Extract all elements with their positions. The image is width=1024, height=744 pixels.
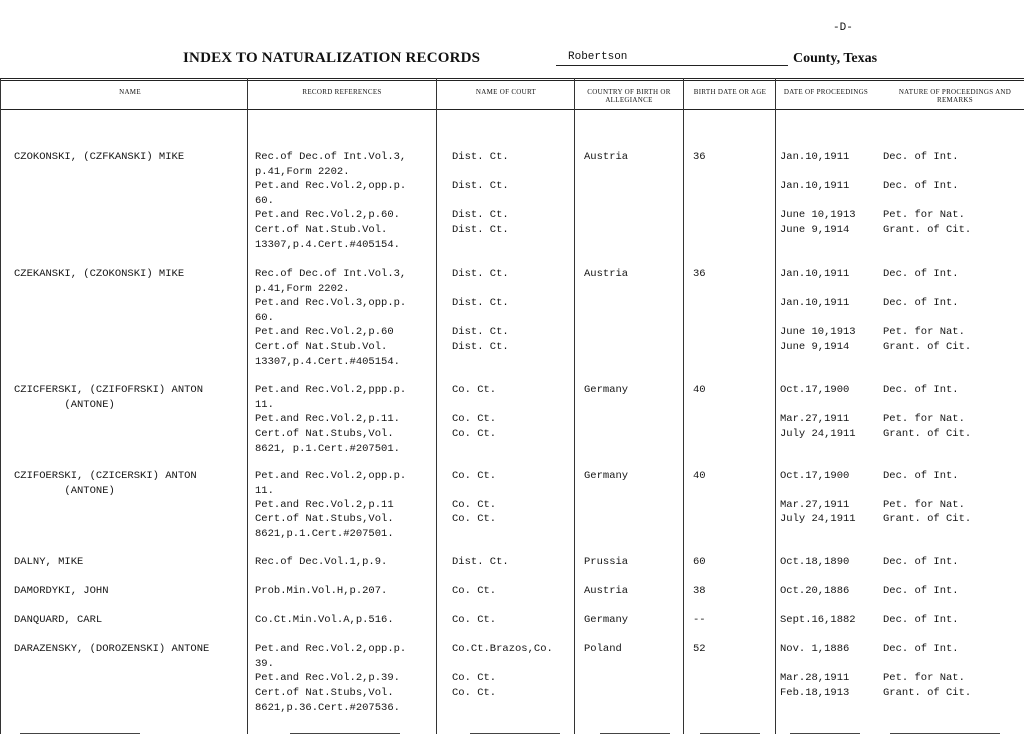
- entry-record-ref: Cert.of Nat.Stub.Vol. 13307,p.4.Cert.#405154.: [255, 341, 400, 368]
- entry-court: Dist. Ct.: [452, 151, 509, 163]
- county-label: County, Texas: [793, 51, 878, 66]
- bottom-rule: [890, 733, 1000, 734]
- entry-record-ref: Cert.of Nat.Stubs,Vol. 8621,p.1.Cert.#207501.: [255, 513, 394, 540]
- entry-name: DALNY, MIKE: [14, 556, 84, 568]
- entry-date: June 9,1914: [780, 224, 850, 236]
- entry-record-ref: Cert.of Nat.Stubs,Vol. 8621, p.1.Cert.#207501.: [255, 428, 400, 455]
- entry-age: --: [693, 614, 706, 626]
- entry-record-ref: Pet.and Rec.Vol.2,p.39.: [255, 672, 400, 684]
- column-header-date-of-proceedings: DATE OF PROCEEDINGS: [783, 88, 869, 96]
- entry-court: Dist. Ct.: [452, 224, 509, 236]
- entry-age: 36: [693, 268, 706, 280]
- entry-court: Dist. Ct.: [452, 556, 509, 568]
- entry-record-ref: Prob.Min.Vol.H,p.207.: [255, 585, 388, 597]
- entry-date: Oct.17,1900: [780, 384, 850, 396]
- entry-name: DANQUARD, CARL: [14, 614, 103, 626]
- entry-age: 38: [693, 585, 706, 597]
- entry-date: Oct.18,1890: [780, 556, 850, 568]
- entry-nature: Dec. of Int.: [883, 643, 959, 655]
- entry-record-ref: Pet.and Rec.Vol.2,p.11.: [255, 413, 400, 425]
- entry-court: Dist. Ct.: [452, 326, 509, 338]
- entry-nature: Dec. of Int.: [883, 180, 959, 192]
- entry-age: 60: [693, 556, 706, 568]
- entry-date: June 9,1914: [780, 341, 850, 353]
- entry-court: Co. Ct.: [452, 614, 497, 626]
- bottom-rule: [600, 733, 670, 734]
- entry-date: Jan.10,1911: [780, 180, 850, 192]
- column-header-name: NAME: [119, 88, 141, 96]
- county-underline: [556, 65, 788, 66]
- entry-name: CZIFOERSKI, (CZICERSKI) ANTON (ANTONE): [14, 470, 197, 497]
- entry-nature: Pet. for Nat.: [883, 672, 965, 684]
- entry-record-ref: Co.Ct.Min.Vol.A,p.516.: [255, 614, 394, 626]
- entry-record-ref: Pet.and Rec.Vol.2,p.11: [255, 499, 394, 511]
- entry-court: Co. Ct.: [452, 470, 497, 482]
- entry-date: Jan.10,1911: [780, 297, 850, 309]
- entry-date: June 10,1913: [780, 326, 856, 338]
- entry-record-ref: Pet.and Rec.Vol.2,opp.p. 11.: [255, 470, 407, 497]
- entry-date: Oct.17,1900: [780, 470, 850, 482]
- entry-court: Co. Ct.: [452, 585, 497, 597]
- column-header-name-of-court: NAME OF COURT: [475, 88, 537, 96]
- entry-country: Austria: [584, 268, 629, 280]
- entry-nature: Pet. for Nat.: [883, 499, 965, 511]
- entry-date: Jan.10,1911: [780, 268, 850, 280]
- entry-court: Dist. Ct.: [452, 341, 509, 353]
- column-header-record-references: RECORD REFERENCES: [302, 88, 382, 96]
- entry-court: Dist. Ct.: [452, 209, 509, 221]
- column-divider: [0, 78, 1, 734]
- entry-record-ref: Pet.and Rec.Vol.2,ppp.p. 11.: [255, 384, 407, 411]
- entry-age: 52: [693, 643, 706, 655]
- bottom-rule: [20, 733, 140, 734]
- entry-date: June 10,1913: [780, 209, 856, 221]
- column-header-birth-date: BIRTH DATE OR AGE: [693, 88, 767, 96]
- entry-country: Poland: [584, 643, 622, 655]
- entry-nature: Dec. of Int.: [883, 614, 959, 626]
- entry-name: DAMORDYKI, JOHN: [14, 585, 109, 597]
- entry-record-ref: Rec.of Dec.of Int.Vol.3, p.41,Form 2202.: [255, 151, 407, 178]
- entry-court: Co.Ct.Brazos,Co.: [452, 643, 553, 655]
- entry-nature: Grant. of Cit.: [883, 513, 972, 525]
- column-divider: [775, 78, 776, 734]
- entry-date: Feb.18,1913: [780, 687, 850, 699]
- entry-court: Dist. Ct.: [452, 180, 509, 192]
- entry-country: Germany: [584, 614, 629, 626]
- entry-date: Mar.28,1911: [780, 672, 850, 684]
- entry-court: Dist. Ct.: [452, 297, 509, 309]
- column-divider: [436, 78, 437, 734]
- entry-nature: Grant. of Cit.: [883, 224, 972, 236]
- entry-record-ref: Rec.of Dec.of Int.Vol.3, p.41,Form 2202.: [255, 268, 407, 295]
- entry-name: CZEKANSKI, (CZOKONSKI) MIKE: [14, 268, 185, 280]
- entry-nature: Grant. of Cit.: [883, 687, 972, 699]
- entry-age: 36: [693, 151, 706, 163]
- entry-country: Prussia: [584, 556, 629, 568]
- entry-court: Co. Ct.: [452, 413, 497, 425]
- entry-nature: Dec. of Int.: [883, 268, 959, 280]
- entry-court: Co. Ct.: [452, 687, 497, 699]
- entry-country: Germany: [584, 384, 629, 396]
- entry-court: Co. Ct.: [452, 384, 497, 396]
- bottom-rule: [700, 733, 760, 734]
- entry-record-ref: Pet.and Rec.Vol.2,opp.p. 39.: [255, 643, 407, 670]
- header-rule-top-double: [0, 80, 1024, 81]
- entry-date: July 24,1911: [780, 513, 856, 525]
- entry-date: Nov. 1,1886: [780, 643, 850, 655]
- entry-age: 40: [693, 384, 706, 396]
- bottom-rule: [470, 733, 560, 734]
- entry-court: Co. Ct.: [452, 499, 497, 511]
- entry-country: Germany: [584, 470, 629, 482]
- bottom-rule: [290, 733, 400, 734]
- entry-record-ref: Cert.of Nat.Stubs,Vol. 8621,p.36.Cert.#207536.: [255, 687, 400, 714]
- entry-nature: Dec. of Int.: [883, 556, 959, 568]
- header-rule-bottom: [0, 109, 1024, 110]
- entry-record-ref: Cert.of Nat.Stub.Vol. 13307,p.4.Cert.#405154.: [255, 224, 400, 251]
- entry-nature: Pet. for Nat.: [883, 209, 965, 221]
- entry-nature: Grant. of Cit.: [883, 428, 972, 440]
- column-header-country: COUNTRY OF BIRTH OR ALLEGIANCE: [587, 88, 671, 104]
- entry-court: Dist. Ct.: [452, 268, 509, 280]
- entry-date: Jan.10,1911: [780, 151, 850, 163]
- column-divider: [574, 78, 575, 734]
- entry-date: Mar.27,1911: [780, 413, 850, 425]
- entry-name: CZICFERSKI, (CZIFOFRSKI) ANTON (ANTONE): [14, 384, 204, 411]
- entry-record-ref: Pet.and Rec.Vol.3,opp.p. 60.: [255, 297, 407, 324]
- entry-nature: Grant. of Cit.: [883, 341, 972, 353]
- entry-date: Sept.16,1882: [780, 614, 856, 626]
- column-header-nature: NATURE OF PROCEEDINGS AND REMARKS: [898, 88, 1012, 104]
- entry-nature: Pet. for Nat.: [883, 413, 965, 425]
- entry-nature: Pet. for Nat.: [883, 326, 965, 338]
- header-rule-top: [0, 78, 1024, 79]
- entry-country: Austria: [584, 151, 629, 163]
- entry-date: July 24,1911: [780, 428, 856, 440]
- entry-date: Oct.20,1886: [780, 585, 850, 597]
- entry-court: Co. Ct.: [452, 672, 497, 684]
- entry-age: 40: [693, 470, 706, 482]
- entry-nature: Dec. of Int.: [883, 585, 959, 597]
- entry-nature: Dec. of Int.: [883, 297, 959, 309]
- entry-name: CZOKONSKI, (CZFKANSKI) MIKE: [14, 151, 185, 163]
- entry-nature: Dec. of Int.: [883, 151, 959, 163]
- entry-court: Co. Ct.: [452, 428, 497, 440]
- entry-court: Co. Ct.: [452, 513, 497, 525]
- entry-nature: Dec. of Int.: [883, 384, 959, 396]
- entry-record-ref: Pet.and Rec.Vol.2,p.60: [255, 326, 394, 338]
- entry-record-ref: Pet.and Rec.Vol.2,p.60.: [255, 209, 400, 221]
- column-divider: [683, 78, 684, 734]
- county-name: Robertson: [568, 51, 628, 63]
- column-divider: [247, 78, 248, 734]
- page-mark: -D-: [833, 22, 853, 34]
- entry-record-ref: Rec.of Dec.Vol.1,p.9.: [255, 556, 388, 568]
- entry-name: DARAZENSKY, (DOROZENSKI) ANTONE: [14, 643, 210, 655]
- entry-nature: Dec. of Int.: [883, 470, 959, 482]
- entry-date: Mar.27,1911: [780, 499, 850, 511]
- page-title: INDEX TO NATURALIZATION RECORDS: [183, 50, 481, 66]
- entry-country: Austria: [584, 585, 629, 597]
- entry-record-ref: Pet.and Rec.Vol.2,opp.p. 60.: [255, 180, 407, 207]
- bottom-rule: [790, 733, 860, 734]
